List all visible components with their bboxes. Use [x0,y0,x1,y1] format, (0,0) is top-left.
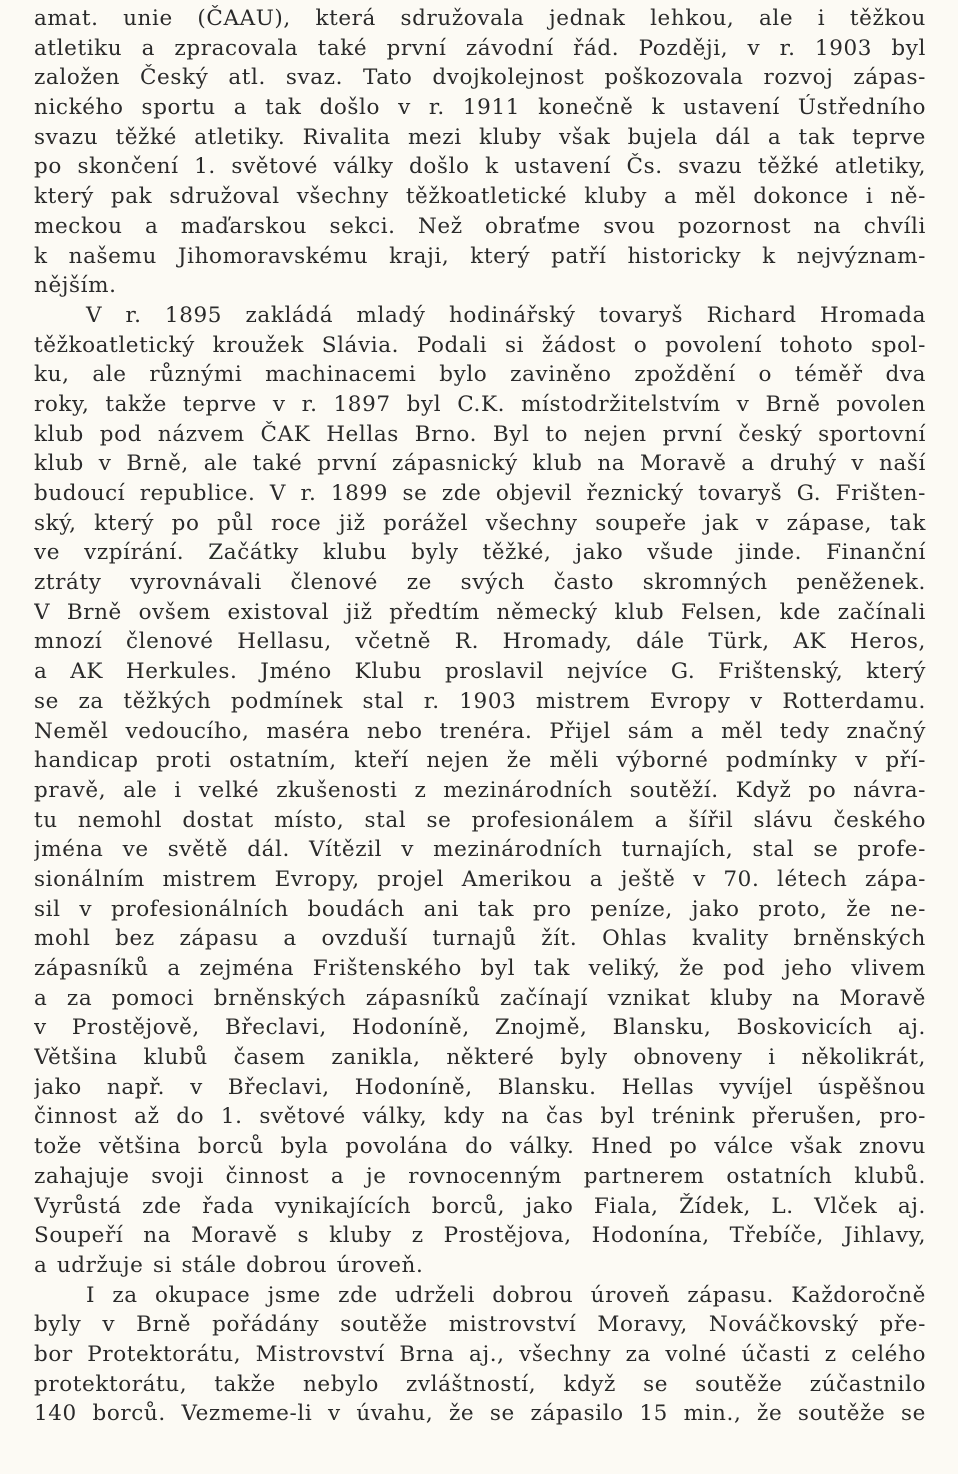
text-line: ku, ale různými machinacemi bylo zaviněno zpoždění o téměř dva [34,362,926,388]
text-line: nějším. [34,273,117,299]
paragraph-2 [34,301,926,1281]
text-line: klub v Brně, ale také první zápasnický klub na Moravě a druhý v naší [34,451,926,477]
text-line: amat. unie (ČAAU), která sdružovala jednak lehkou, ale i těžkou [34,6,926,31]
text-line: jména ve světě dál. Vítězil v mezinárodních turnajích, stal se profe- [34,837,926,863]
text-line: Neměl vedoucího, maséra nebo trenéra. Přijel sám a měl tedy značný [34,718,926,744]
text-line: mohl bez zápasu a ovzduší turnajů žít. Ohlas kvality brněnských [34,926,926,952]
text-line: činnost až do 1. světové války, kdy na čas byl trénink přerušen, pro- [34,1104,926,1130]
text-line: protektorátu, takže nebylo zvláštností, když se soutěže zúčastnilo [34,1371,926,1397]
text-line: atletiku a zpracovala také první závodní řád. Později, v r. 1903 byl [34,35,926,61]
text-line: svazu těžké atletiky. Rivalita mezi kluby však bujela dál a tak teprve [34,124,926,150]
text-line: založen Český atl. svaz. Tato dvojkolejnost poškozovala rozvoj zápas- [34,65,926,91]
text-line: sionálním mistrem Evropy, projel Amerikou a ještě v 70. létech zápa- [34,866,926,892]
text-line: byly v Brně pořádány soutěže mistrovství Moravy, Nováčkovský pře- [34,1312,926,1338]
text-line: V Brně ovšem existoval již předtím německý klub Felsen, kde začínali [34,599,926,625]
text-line: ztráty vyrovnávali členové ze svých často skromných peněženek. [34,570,926,596]
text-line: I za okupace jsme zde udrželi dobrou úroveň zápasu. Každoročně [86,1282,926,1308]
text-line: v Prostějově, Břeclavi, Hodoníně, Znojmě, Blansku, Boskovicích aj. [34,1015,926,1041]
text-line: těžkoatletický kroužek Slávia. Podali si žádost o povolení tohoto spol- [34,332,926,358]
text-line: Vyrůstá zde řada vynikajících borců, jako Fiala, Žídek, L. Vlček aj. [34,1193,926,1219]
text-line: V r. 1895 zakládá mladý hodinářský tovaryš Richard Hromada [86,302,926,328]
text-line: a za pomoci brněnských zápasníků začínají vznikat kluby na Moravě [34,985,926,1011]
text-line: zahajuje svoji činnost a je rovnocenným partnerem ostatních klubů. [34,1163,926,1189]
text-line: sil v profesionálních boudách ani tak pro peníze, jako proto, že ne- [34,896,926,922]
text-line: mnozí členové Hellasu, včetně R. Hromady, dále Türk, AK Heros, [34,629,926,655]
text-line: Většina klubů časem zanikla, některé byly obnoveny i několikrát, [34,1045,926,1071]
text-line: meckou a maďarskou sekci. Než obraťme svou pozornost na chvíli [34,213,926,239]
text-line: klub pod názvem ČAK Hellas Brno. Byl to nejen první český sportovní [34,421,926,447]
text-line: se za těžkých podmínek stal r. 1903 mistrem Evropy v Rotterdamu. [34,688,926,714]
text-line: a udržuje si stále dobrou úroveň. [34,1252,424,1278]
text-line: ve vzpírání. Začátky klubu byly těžké, jako všude jinde. Finanční [34,540,926,566]
text-line: tu nemohl dostat místo, stal se profesionálem a šířil slávu českého [34,807,926,833]
text-line: zápasníků a zejména Frištenského byl tak veliký, že pod jeho vlivem [34,956,926,981]
text-line: který pak sdružoval všechny těžkoatletické kluby a měl dokonce i ně- [34,184,926,210]
paragraph-3 [34,1281,926,1429]
text-line: roky, takže teprve v r. 1897 byl C.K. místodržitelstvím v Brně povolen [34,391,926,417]
text-line: handicap proti ostatním, kteří nejen že měli výborné podmínky v pří- [34,748,926,774]
text-line: tože většina borců byla povolána do války. Hned po válce však znovu [34,1134,926,1160]
text-line: nického sportu a tak došlo v r. 1911 konečně k ustavení Ústředního [34,95,926,121]
text-line: bor Protektorátu, Mistrovství Brna aj., všechny za volné účasti z celého [34,1341,926,1367]
text-line: 140 borců. Vezmeme-li v úvahu, že se zápasilo 15 min., že soutěže se [34,1401,926,1427]
text-line: Soupeří na Moravě s kluby z Prostějova, Hodonína, Třebíče, Jihlavy, [34,1223,926,1249]
paragraph-1 [34,4,926,301]
text-line: pravě, ale i velké zkušenosti z mezinárodních soutěží. Když po návra- [34,777,926,803]
text-line: jako např. v Břeclavi, Hodoníně, Blansku. Hellas vyvíjel úspěšnou [34,1074,926,1100]
text-line: a AK Herkules. Jméno Klubu proslavil nejvíce G. Frištenský, který [34,659,926,685]
text-line: k našemu Jihomoravskému kraji, který patří historicky k nejvýznam- [34,243,926,269]
text-line: po skončení 1. světové války došlo k ustavení Čs. svazu těžké atletiky, [34,154,926,180]
text-line: ský, který po půl roce již porážel všechny soupeře jak v zápase, tak [34,510,926,536]
text-line: budoucí republice. V r. 1899 se zde objevil řeznický tovaryš G. Frišten- [34,481,926,506]
body-text [34,4,926,1429]
